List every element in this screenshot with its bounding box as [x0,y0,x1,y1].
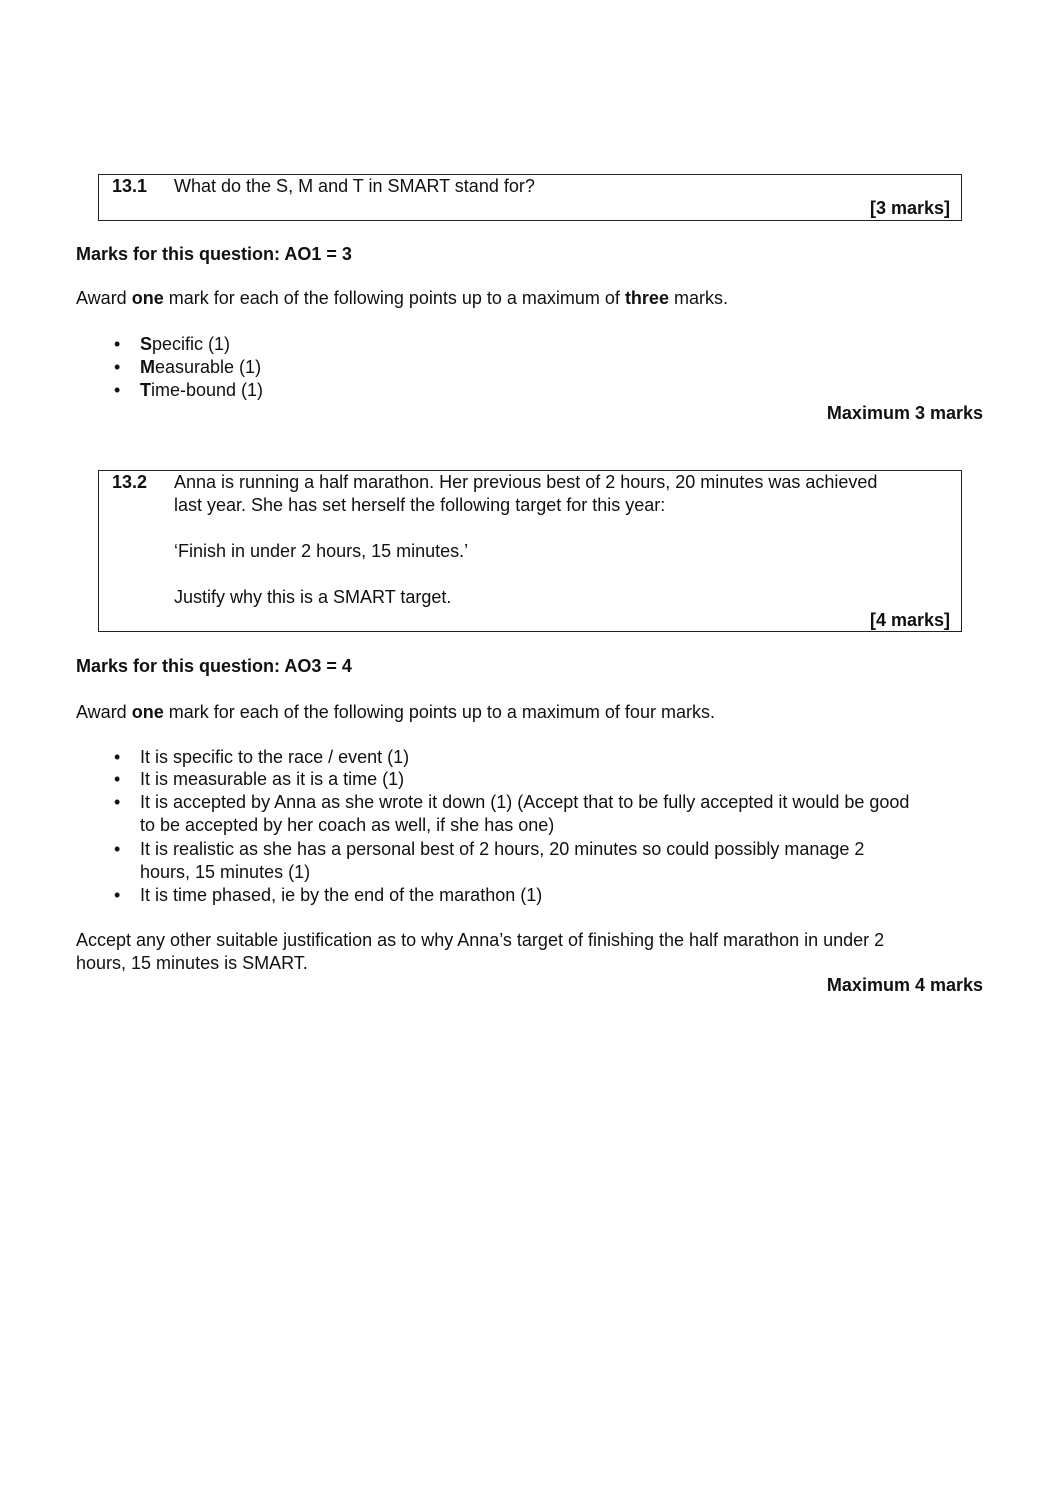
question-number: 13.1 [112,176,148,196]
marks-label: [3 marks] [869,198,950,218]
list-item: It is time phased, ie by the end of the marathon (1) [140,885,543,905]
bullet-icon: • [114,839,121,859]
accept-note: Accept any other suitable justification as to why Anna’s target of finishing the half marathon in under 2 [76,930,885,950]
target-quote: ‘Finish in under 2 hours, 15 minutes.’ [174,541,469,561]
list-item [114,379,264,401]
bold-text: three [624,288,669,308]
list-item: It is realistic as she has a personal best of 2 hours, 20 minutes so could possibly manage 2 [140,839,865,859]
bold-text: M [140,357,155,377]
maximum-marks: Maximum 3 marks [826,403,983,423]
question-text: What do the S, M and T in SMART stand for? [174,176,535,196]
list-item-continued: to be accepted by her coach as well, if she has one) [140,815,555,835]
text: mark for each of the following points up to a maximum of four marks. [163,702,715,722]
list-item [114,356,262,378]
bullet-icon: • [114,747,121,767]
question-text: Anna is running a half marathon. Her previous best of 2 hours, 20 minutes was achieved [174,472,878,492]
question-instruction: Justify why this is a SMART target. [174,587,452,607]
text: Award [76,702,132,722]
marks-heading: Marks for this question: AO1 = 3 [76,244,352,264]
bullet-icon: • [114,885,121,905]
list-item: It is specific to the race / event (1) [140,747,410,767]
bullet-icon: • [114,334,121,354]
text: ime-bound (1) [151,380,264,400]
list-item: It is accepted by Anna as she wrote it down (1) (Accept that to be fully accepted it would be good [140,792,910,812]
text: marks. [668,288,728,308]
bullet-icon: • [114,769,121,789]
bullet-icon: • [114,792,121,812]
marks-label: [4 marks] [869,610,950,630]
award-instruction [76,701,715,723]
question-number: 13.2 [112,472,148,492]
text: easurable (1) [155,357,262,377]
bullet-icon: • [114,380,121,400]
award-instruction [76,287,728,309]
maximum-marks: Maximum 4 marks [826,975,983,995]
bold-text: one [131,288,164,308]
bold-text: S [140,334,153,354]
bullet-icon: • [114,357,121,377]
list-item-continued: hours, 15 minutes (1) [140,862,311,882]
accept-note-continued: hours, 15 minutes is SMART. [76,953,308,973]
list-item: It is measurable as it is a time (1) [140,769,405,789]
text: Award [76,288,132,308]
question-text: last year. She has set herself the following target for this year: [174,495,666,515]
marks-heading: Marks for this question: AO3 = 4 [76,656,352,676]
text: mark for each of the following points up to a maximum of [163,288,625,308]
list-item [114,333,231,355]
bold-text: one [131,702,164,722]
bold-text: T [140,380,151,400]
text: pecific (1) [152,334,231,354]
